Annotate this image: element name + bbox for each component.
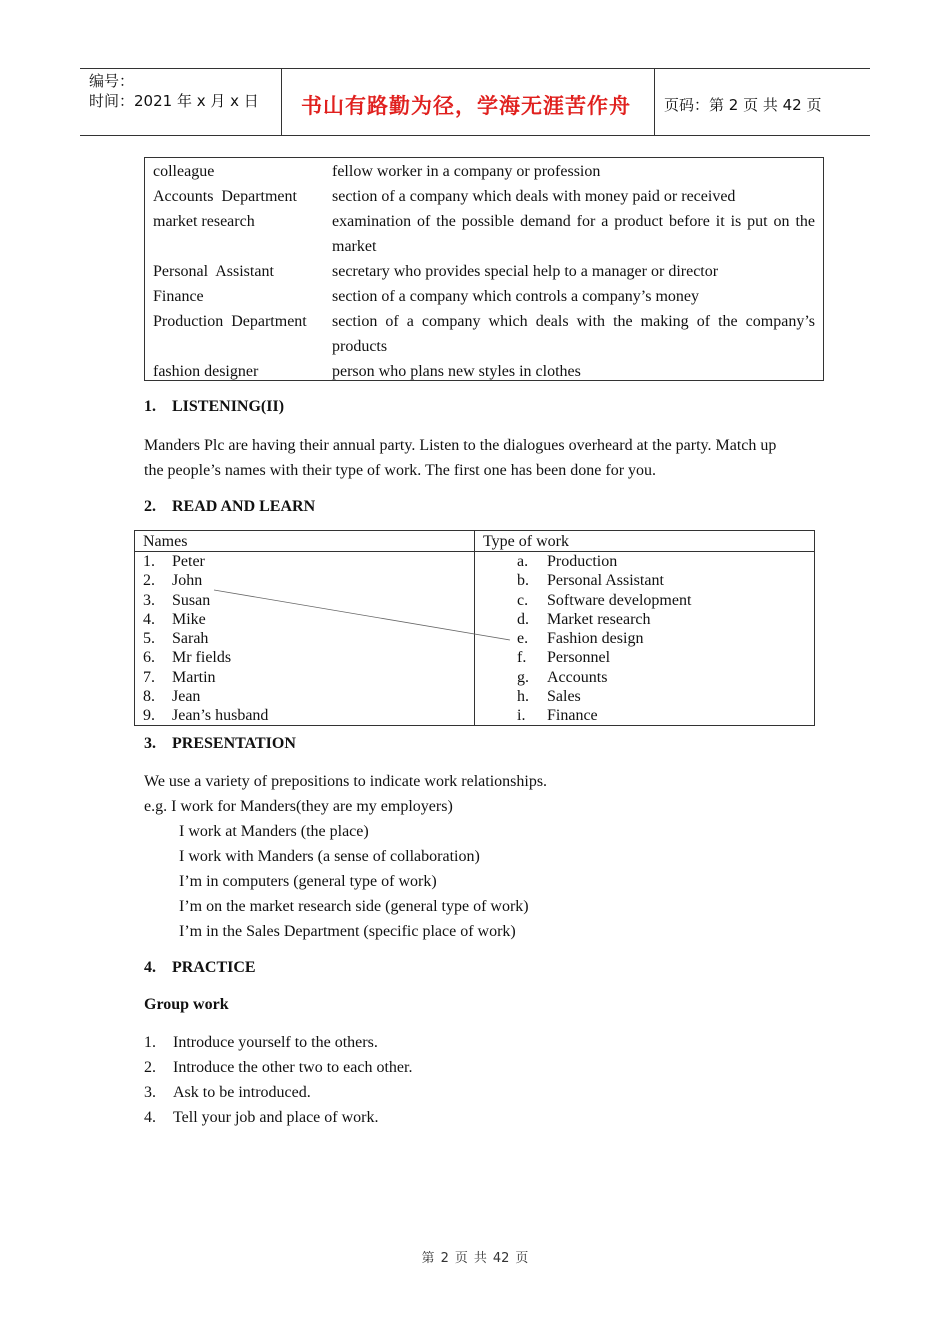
group-work-subtitle: Group work [144,996,229,1013]
list-item: c. Software development [517,591,692,609]
list-item: 1. Peter [143,553,205,570]
list-item: 9. Jean’s husband [143,707,269,725]
practice-item: 3. Ask to be introduced. [144,1084,311,1101]
section-number: 3. [144,735,156,752]
practice-item: 4. Tell your job and place of work. [144,1109,379,1126]
footer-page-number: 2 [440,1251,449,1266]
paragraph-line: Manders Plc are having their annual party. Listen to the dialogues overheard at the party. Match up [144,437,777,454]
list-item: i. Finance [517,707,598,725]
vocab-definition-cont: products [332,338,388,355]
list-item: 6. Mr fields [143,649,232,667]
list-item: 4. Mike [143,610,206,628]
vocab-term: Production Department [153,313,307,330]
practice-item: 2. Introduce the other two to each other. [144,1059,413,1076]
list-item: g. Accounts [517,668,608,686]
list-item: 7. Martin [143,668,216,686]
list-item: h. Sales [517,688,581,706]
example-line: I work with Manders (a sense of collaboration) [179,848,480,865]
column-header-type-of-work: Type of work [483,533,569,550]
list-item: e. Fashion design [517,630,644,648]
section-number: 4. [144,959,156,976]
list-item: 5. Sarah [143,630,209,648]
section-title: LISTENING(II) [172,398,285,415]
list-item: d. Market research [517,610,651,628]
presentation-intro: We use a variety of prepositions to indicate work relationships. [144,773,548,790]
vocab-definition: person who plans new styles in clothes [332,363,581,380]
vocab-term: Accounts Department [153,188,297,205]
vocab-term: fashion designer [153,363,259,380]
paragraph-line: the people’s names with their type of work. The first one has been done for you. [144,462,657,479]
header-motto: 书山有路勤为径，学海无涯苦作舟 [301,94,631,118]
vocab-term: Finance [153,288,204,305]
section-number: 1. [144,398,156,415]
section-title: READ AND LEARN [172,498,316,515]
example-line: I’m in the Sales Department (specific place of work) [179,923,516,940]
section-number: 2. [144,498,156,515]
vocab-definition-cont: market [332,238,377,255]
section-heading-practice [144,959,256,977]
presentation-example-first: e.g. I work for Manders(they are my employers) [144,798,453,815]
section-title: PRESENTATION [172,735,296,752]
match-line [214,590,510,640]
list-item: 8. Jean [143,688,201,706]
list-item: a. Production [517,553,618,570]
vocab-definition: secretary who provides special help to a manager or director [332,263,719,280]
section-title: PRACTICE [172,959,256,976]
header-page-info: 页码：第 2 页 共 42 页 [664,96,822,114]
example-line: I work at Manders (the place) [179,823,369,840]
vocab-definition: section of a company which deals with money paid or received [332,188,736,205]
vocab-definition: section of a company which deals with the making of the company’s [332,313,815,330]
column-header-names: Names [143,533,188,550]
example-line: I’m on the market research side (general type of work) [179,898,529,915]
vocab-term: Personal Assistant [153,263,274,280]
header-time-label: 时间：2021 年 x 月 x 日 [89,92,259,110]
vocab-term: market research [153,213,255,230]
list-item: 2. John [143,572,203,590]
list-item: f. Personnel [517,649,611,667]
vocab-definition: fellow worker in a company or profession [332,163,601,180]
footer-total-pages: 42 [492,1251,510,1266]
vocab-definition: examination of the possible demand for a product before it is put on the [332,213,815,230]
vocab-definition: section of a company which controls a company’s money [332,288,700,305]
practice-item: 1. Introduce yourself to the others. [144,1034,378,1051]
list-item: b. Personal Assistant [517,572,664,590]
list-item: 3. Susan [143,591,211,609]
section-heading-presentation [144,735,296,753]
example-line: I’m in computers (general type of work) [179,873,437,890]
vocab-term: colleague [153,163,215,180]
presentation-examples [179,819,529,944]
header-number-label: 编号： [89,72,135,90]
page-footer: 第 2 页 共 42 页 [421,1251,529,1266]
